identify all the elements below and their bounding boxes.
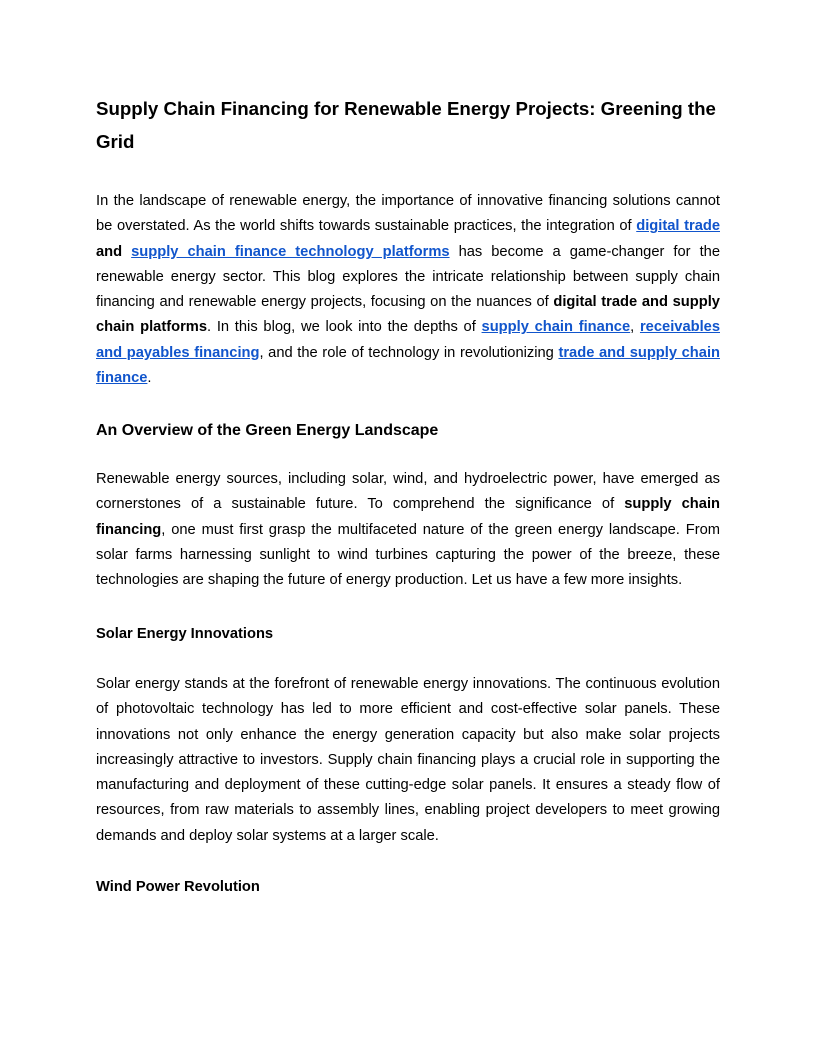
link-supply-chain-finance[interactable]: supply chain finance <box>481 319 631 336</box>
intro-text-5: , <box>630 319 640 336</box>
intro-text-1: In the landscape of renewable energy, the importance of innovative financing solutions cannot be overstated. As the world shifts towards sustainable practices, the integration of <box>96 193 720 235</box>
section-heading-solar: Solar Energy Innovations <box>96 626 274 642</box>
intro-bold-digital-trade-platforms: digital trade and supply chain platforms <box>96 294 720 336</box>
section-heading-wind: Wind Power Revolution <box>96 879 260 895</box>
section-heading-green-energy: An Overview of the Green Energy Landscape <box>96 422 439 439</box>
section1-bold-supply-chain-financing: supply chain financing <box>96 496 720 538</box>
intro-text-4: . In this blog, we look into the depths of <box>207 319 482 336</box>
link-supply-chain-finance-technology-platforms[interactable]: supply chain finance technology platforms <box>131 243 450 260</box>
section1-text-2: , one must first grasp the multifaceted nature of the green energy landscape. From solar farms harnessing sunlight to wind turbines capturing the power of the breeze, these technologies are shaping the future of energy production. Let us have a few more insights. <box>96 521 720 589</box>
intro-text-7: . <box>147 370 152 387</box>
intro-text-2 <box>122 244 131 260</box>
intro-text-6: , and the role of technology in revolutionizing <box>259 344 559 361</box>
intro-text-3: has become a game-changer for the renewable energy sector. This blog explores the intricate relationship between supply chain financing and renewable energy projects, focusing on the nuances of <box>96 243 720 311</box>
intro-paragraph <box>96 189 720 391</box>
section1-text-1: Renewable energy sources, including solar, wind, and hydroelectric power, have emerged as cornerstones of a sustainable future. To comprehend the significance of <box>96 471 720 513</box>
intro-bold-and: and <box>96 243 123 260</box>
link-trade-supply-chain-finance[interactable]: trade and supply chain finance <box>96 344 720 387</box>
section-solar-paragraph: Solar energy stands at the forefront of renewable energy innovations. The continuous evolution of photovoltaic technology has led to more efficient and cost-effective solar panels. These innovations not only enhance the energy generation capacity but also make solar projects increasingly attractive to investors. Supply chain financing plays a crucial role in supporting the manufacturing and deployment of these cutting-edge solar panels. It ensures a steady flow of resources, from raw materials to assembly lines, enabling project developers to meet growing demands and deploy solar systems at a larger scale. <box>96 676 720 844</box>
link-digital-trade[interactable]: digital trade <box>636 218 720 235</box>
document-title: Supply Chain Financing for Renewable Energy Projects: Greening the Grid <box>96 98 716 152</box>
section-green-energy-paragraph <box>96 467 720 593</box>
link-receivables-payables-financing[interactable]: receivables and payables financing <box>96 319 720 361</box>
